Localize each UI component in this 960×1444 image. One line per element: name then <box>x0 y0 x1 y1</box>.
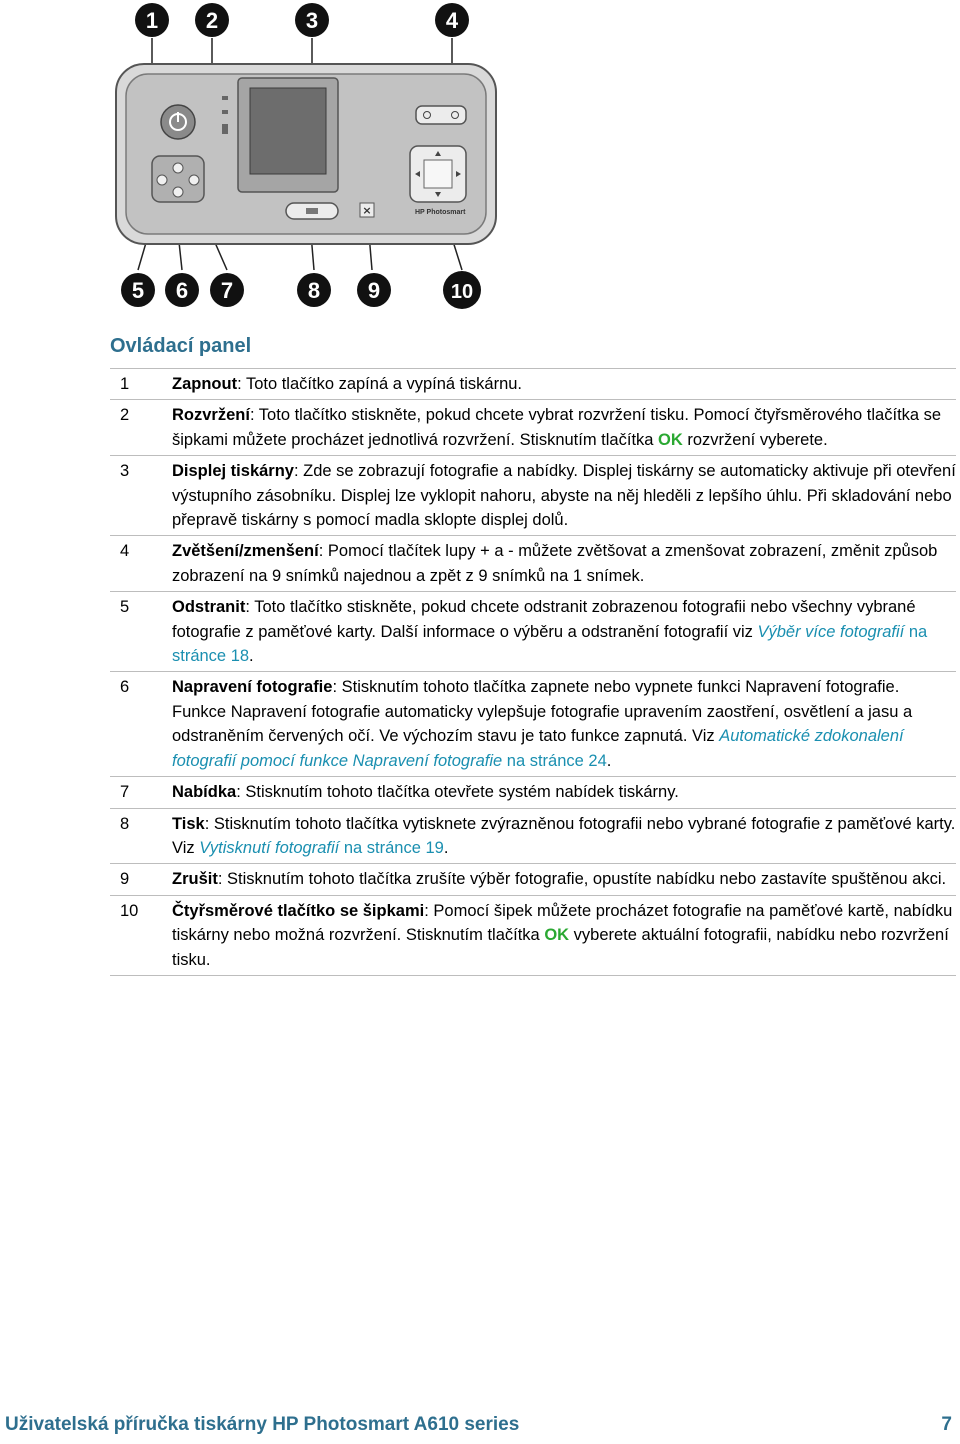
legend-number: 4 <box>120 542 130 561</box>
legend-row <box>110 777 956 808</box>
callout-8: 8 <box>307 278 321 303</box>
legend-number: 8 <box>120 814 130 833</box>
cross-reference-link[interactable]: na stránce 18 <box>172 622 928 666</box>
legend-description <box>172 777 956 808</box>
legend-row <box>110 895 956 975</box>
description-text: : Stisknutím tohoto tlačítka otevřete systém nabídek tiskárny. <box>236 783 679 802</box>
callout-4: 4 <box>445 8 459 33</box>
legend-row <box>110 400 956 456</box>
legend-number: 1 <box>120 375 130 393</box>
callout-1: 1 <box>145 8 159 33</box>
legend-number: 7 <box>120 783 130 802</box>
legend-description <box>172 400 956 456</box>
description-text: Napravení fotografie <box>172 678 333 697</box>
legend-description <box>172 895 956 975</box>
status-light <box>222 124 228 134</box>
description-text: Tisk <box>172 814 205 833</box>
callout-5: 5 <box>131 278 145 303</box>
callout-9: 9 <box>367 278 381 303</box>
description-text: . <box>606 751 612 770</box>
print-icon <box>306 208 318 214</box>
description-text: : Stisknutím tohoto tlačítka vytisknete zvýrazněnou fotografii nebo vybrané fotografie z paměťové karty. Viz <box>172 814 956 857</box>
control-panel-figure <box>110 0 500 315</box>
description-text: OK <box>658 430 683 449</box>
description-text: vyberete aktuální fotografii, nabídku nebo rozvržení tisku. <box>172 926 949 969</box>
cross-reference-link[interactable]: Automatické zdokonalení fotografií pomocí funkce Napravení fotografie <box>172 727 904 770</box>
legend-description <box>172 808 956 864</box>
legend-number: 10 <box>120 901 139 920</box>
legend-row <box>110 456 956 536</box>
description-text: : Stisknutím tohoto tlačítka zrušíte výběr fotografie, opustíte nabídku nebo zastavíte spuštěnou akci. <box>217 870 947 889</box>
legend-description <box>172 672 956 777</box>
legend-row <box>110 592 956 672</box>
legend-description <box>172 592 956 672</box>
description-text: Nabídka <box>172 783 237 802</box>
status-light <box>222 110 228 114</box>
section-heading: Ovládací panel <box>110 335 252 357</box>
description-text: : Zde se zobrazují fotografie a nabídky. Displej tiskárny se automaticky aktivuje při otevření výstupního zásobníku. Displej lze vyklopit nahoru, abyste na něj hleděli z lepšího úhlu. Při skladování nebo přepravě tiskárny s pomocí madla sklopte displej dolů. <box>172 462 956 530</box>
description-text: : Toto tlačítko stiskněte, pokud chcete odstranit zobrazenou fotografii nebo všechny vybrané fotografie z paměťové karty. Další informace o výběru a odstranění fotografií viz <box>172 598 916 641</box>
legend-description <box>172 456 956 536</box>
callout-10: 10 <box>450 281 474 303</box>
legend-row <box>110 672 956 777</box>
legend-number: 6 <box>120 678 130 697</box>
photo-fix-icon <box>173 187 183 197</box>
legend-row <box>110 808 956 864</box>
description-text: . <box>443 838 449 857</box>
callout-6: 6 <box>175 278 189 303</box>
brand-label: HP Photosmart <box>415 209 466 216</box>
cross-reference-link[interactable]: Výběr více fotografií <box>757 622 905 641</box>
description-text: rozvržení vyberete. <box>682 430 828 449</box>
description-text: OK <box>544 926 570 945</box>
callout-2: 2 <box>205 8 219 33</box>
display-screen <box>250 88 326 174</box>
legend-number: 9 <box>120 870 130 889</box>
description-text: Zapnout <box>172 375 238 393</box>
footer-title: Uživatelská příručka tiskárny HP Photosmart A610 series <box>5 1414 520 1435</box>
legend-description <box>172 864 956 895</box>
callout-3: 3 <box>305 8 319 33</box>
legend-row <box>110 536 956 592</box>
description-text: : Pomocí tlačítek lupy + a - můžete zvětšovat a zmenšovat zobrazení, změnit způsob zobrazení na 9 snímků najednou a zpět z 9 snímků na 1 snímek. <box>172 542 938 585</box>
description-text: . <box>249 647 254 666</box>
legend-row <box>110 369 956 400</box>
legend-number: 3 <box>120 462 130 481</box>
description-text: : Stisknutím tohoto tlačítka zapnete nebo vypnete funkci Napravení fotografie. Funkce Napravení fotografie automaticky vylepšuje fotografie upravením zaostření, osvětlení a jasu a odstraněním červených očí. Ve výchozím stavu je tato funkce zapnutá. Viz <box>172 678 913 746</box>
page-number: 7 <box>941 1414 952 1435</box>
layout-icon <box>173 163 183 173</box>
cross-reference-link[interactable]: na stránce 19 <box>339 838 444 857</box>
legend-table <box>110 368 956 976</box>
status-light <box>222 96 228 100</box>
cross-reference-link[interactable]: na stránce 24 <box>502 751 607 770</box>
legend-number: 5 <box>120 598 130 617</box>
cancel-icon: × <box>362 204 372 217</box>
description-text: Displej tiskárny <box>172 462 294 481</box>
legend-description <box>172 369 956 400</box>
description-text: Odstranit <box>172 598 246 617</box>
description-text: : Toto tlačítko stiskněte, pokud chcete vybrat rozvržení tisku. Pomocí čtyřsměrového tlačítka se šipkami můžete procházet jednotlivá rozvržení. Stisknutím tlačítka <box>172 406 942 449</box>
callout-7: 7 <box>220 278 234 303</box>
description-text: Čtyřsměrové tlačítko se šipkami <box>172 901 425 920</box>
delete-icon <box>157 175 167 185</box>
legend-number: 2 <box>120 406 130 425</box>
description-text: Zrušit <box>172 870 218 889</box>
description-text: Rozvržení <box>172 406 250 425</box>
description-text: : Pomocí šipek můžete procházet fotografie na paměťové kartě, nabídku tiskárny nebo možná rozvržení. Stisknutím tlačítka <box>172 901 953 945</box>
description-text: Zvětšení/zmenšení <box>172 542 319 561</box>
legend-description <box>172 536 956 592</box>
menu-icon <box>189 175 199 185</box>
ok-button <box>424 160 452 188</box>
description-text: : Toto tlačítko zapíná a vypíná tiskárnu. <box>237 375 523 393</box>
cross-reference-link[interactable]: Vytisknutí fotografií <box>199 838 340 857</box>
legend-row <box>110 864 956 895</box>
